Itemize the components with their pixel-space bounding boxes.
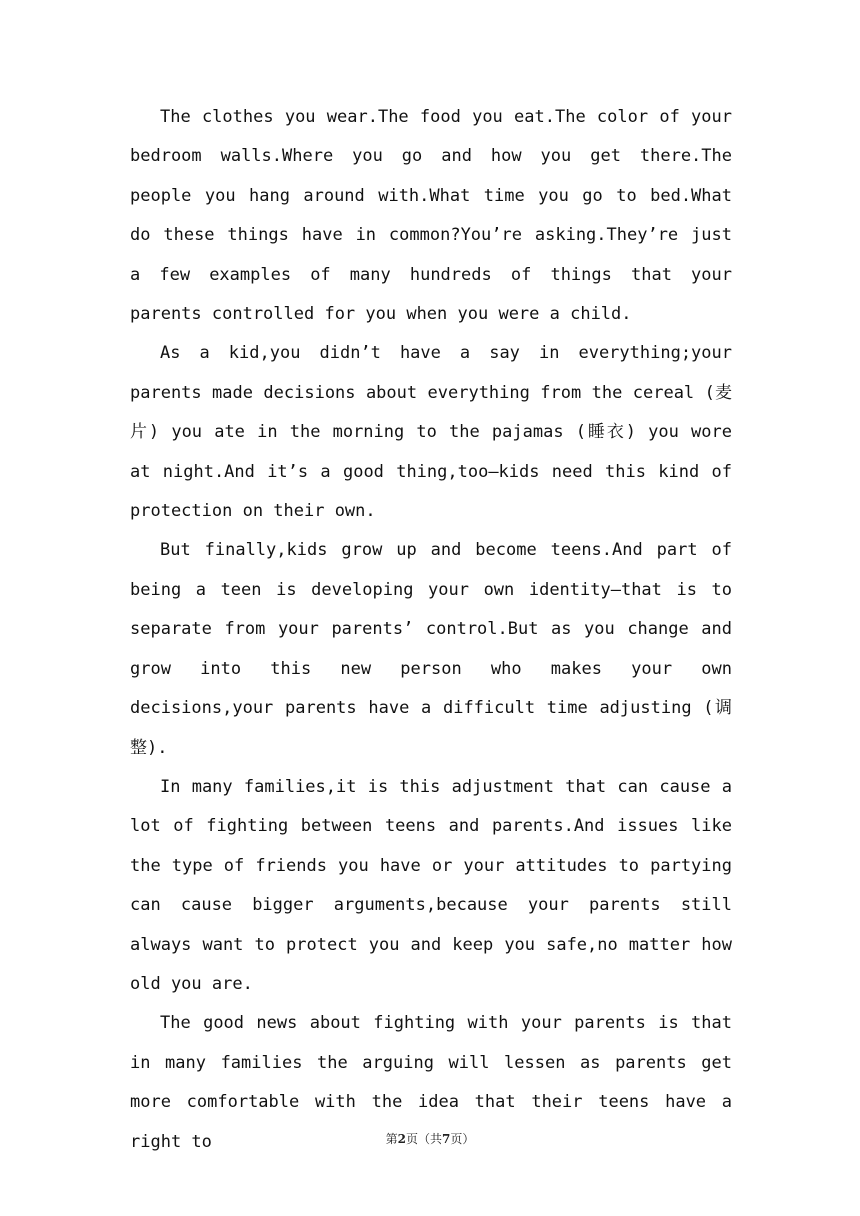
paragraph-1: The clothes you wear.The food you eat.The color of your bedroom walls.Where you go and how you get there.The people you hang around with.What time you go to bed.What do these things have in common?You’re asking.They’re just a few examples of many hundreds of things that your parents controlled for you when you were a child. (130, 107, 732, 325)
paragraph-4: In many families,it is this adjustment that can cause a lot of fighting between teens and parents.And issues like the type of friends you have or your attitudes to partying can cause bigger arguments,because your parents still always want to protect you and keep you safe,no matter how old you are. (130, 776, 732, 994)
paragraph-5: The good news about fighting with your parents is that in many families the arguing will lessen as parents get more comfortable with the idea that their teens have a right to (130, 1013, 732, 1152)
footer-suffix: 页） (450, 1132, 475, 1146)
paragraph-3: But finally,kids grow up and become teens.And part of being a teen is developing your own identity—that is to separate from your parents’ control.But as you change and grow into this new person who makes your own decisions,your parents have a difficult time adjusting (调整). (130, 540, 732, 758)
footer-middle: 页（共 (405, 1132, 442, 1146)
paragraph-2: As a kid,you didn’t have a say in everything;your parents made decisions about everything from the cereal (麦片) you ate in the morning to the pajamas (睡衣) you wore at night.And it’s a good thing,too—kids need this kind of protection on their own. (130, 343, 732, 522)
total-pages-number: 7 (442, 1132, 451, 1146)
body-text (130, 98, 732, 1162)
page-footer (0, 1130, 860, 1147)
current-page-number: 2 (397, 1132, 406, 1146)
footer-prefix: 第 (385, 1132, 398, 1146)
